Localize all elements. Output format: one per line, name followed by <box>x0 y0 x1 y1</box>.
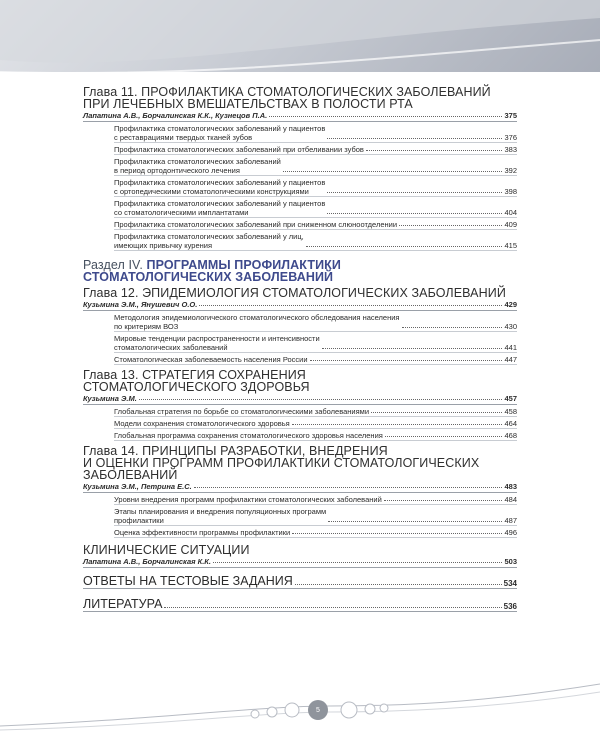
subsection-item[interactable] <box>114 230 517 251</box>
subsection-page: 484 <box>504 495 517 504</box>
chapter-authors: Лапатина А.В., Борчалинская К.К., Кузнецов П.А. <box>83 111 268 120</box>
subsection-title: Профилактика стоматологических заболеваний при сниженном слюноотделении <box>114 220 398 229</box>
subsection-list <box>114 405 517 441</box>
dot-leader <box>292 423 503 425</box>
chapter-authors-row <box>83 300 517 311</box>
subsection-item[interactable] <box>114 155 517 176</box>
part-iv <box>83 259 517 283</box>
subsection-list <box>114 311 517 365</box>
answers-page: 534 <box>503 579 517 588</box>
subsection-page: 409 <box>504 220 517 229</box>
clinical-authors: Лапатина А.В., Борчалинская К.К. <box>83 557 212 566</box>
chapter-11 <box>83 86 517 251</box>
subsection-page: 464 <box>504 419 517 428</box>
chapter-13 <box>83 369 517 441</box>
dot-leader <box>385 435 503 437</box>
table-of-contents <box>83 86 517 612</box>
subsection-page: 383 <box>504 145 517 154</box>
chapter-14 <box>83 445 517 538</box>
subsection-item[interactable] <box>114 122 517 143</box>
dot-leader <box>269 115 502 117</box>
subsection-title: Профилактика стоматологических заболеваний у пациентов с реставрациями твердых тканей зубов <box>114 124 326 142</box>
subsection-title: Стоматологическая заболеваемость населения России <box>114 355 308 364</box>
chapter-authors-row <box>83 482 517 493</box>
subsection-item[interactable] <box>114 526 517 538</box>
chapter-page: 375 <box>504 111 517 120</box>
subsection-list <box>114 122 517 251</box>
clinical-page: 503 <box>504 557 517 566</box>
subsection-title: Профилактика стоматологических заболеваний в период ортодонтического лечения <box>114 157 281 175</box>
dot-leader <box>199 304 502 306</box>
dot-leader <box>327 137 502 139</box>
subsection-page: 496 <box>504 528 517 537</box>
dot-leader <box>322 347 503 349</box>
chapter-title[interactable]: Глава 12. ЭПИДЕМИОЛОГИЯ СТОМАТОЛОГИЧЕСКИХ ЗАБОЛЕВАНИЙ <box>83 286 506 300</box>
literature-page: 536 <box>503 602 517 611</box>
header-curve-decoration <box>0 0 600 80</box>
chapter-authors: Кузьмина Э.М., Янушевич О.О. <box>83 300 198 309</box>
subsection-title: Глобальная стратегия по борьбе со стоматологическими заболеваниями <box>114 407 370 416</box>
subsection-title: Профилактика стоматологических заболеваний у пациентов с ортопедическими стоматологическими конструкциями <box>114 178 326 196</box>
footer-decoration <box>0 676 600 750</box>
dot-leader <box>164 606 501 608</box>
chapter-authors-row <box>83 111 517 122</box>
subsection-title: Этапы планирования и внедрения популяционных программ профилактики <box>114 507 327 525</box>
subsection-item[interactable] <box>114 143 517 155</box>
subsection-page: 468 <box>504 431 517 440</box>
subsection-page: 376 <box>504 133 517 142</box>
subsection-title: Оценка эффективности программы профилактики <box>114 528 291 537</box>
part-title[interactable] <box>83 259 517 283</box>
dot-leader <box>292 532 502 534</box>
dot-leader <box>328 520 502 522</box>
clinical-authors-row <box>83 557 517 568</box>
subsection-item[interactable] <box>114 353 517 365</box>
subsection-item[interactable] <box>114 493 517 505</box>
dot-leader <box>139 398 503 400</box>
subsection-page: 487 <box>504 516 517 525</box>
chapter-authors: Кузьмина Э.М. <box>83 394 137 403</box>
part-title-line2: СТОМАТОЛОГИЧЕСКИХ ЗАБОЛЕВАНИЙ <box>83 270 334 284</box>
chapter-authors: Кузьмина Э.М., Петрина Е.С. <box>83 482 192 491</box>
dot-leader <box>310 359 503 361</box>
dot-leader <box>194 486 503 488</box>
subsection-item[interactable] <box>114 405 517 417</box>
chapter-page: 457 <box>504 394 517 403</box>
literature-row[interactable] <box>83 594 517 612</box>
subsection-item[interactable] <box>114 218 517 230</box>
subsection-page: 404 <box>504 208 517 217</box>
subsection-page: 441 <box>504 343 517 352</box>
dot-leader <box>327 191 502 193</box>
subsection-item[interactable] <box>114 429 517 441</box>
answers-title: ОТВЕТЫ НА ТЕСТОВЫЕ ЗАДАНИЯ <box>83 574 293 588</box>
subsection-list <box>114 493 517 538</box>
dot-leader <box>213 561 502 563</box>
answers-row[interactable] <box>83 571 517 589</box>
subsection-title: Профилактика стоматологических заболеваний у лиц, имеющих привычку курения <box>114 232 304 250</box>
subsection-title: Мировые тенденции распространенности и интенсивности стоматологических заболеваний <box>114 334 320 352</box>
dot-leader <box>306 245 503 247</box>
subsection-item[interactable] <box>114 176 517 197</box>
subsection-page: 447 <box>504 355 517 364</box>
dot-leader <box>399 224 502 226</box>
subsection-item[interactable] <box>114 311 517 332</box>
dot-leader <box>384 499 503 501</box>
subsection-title: Профилактика стоматологических заболеваний при отбеливании зубов <box>114 145 364 154</box>
part-title-line1: ПРОГРАММЫ ПРОФИЛАКТИКИ <box>146 258 341 272</box>
dot-leader <box>283 170 503 172</box>
chapter-title[interactable]: Глава 14. ПРИНЦИПЫ РАЗРАБОТКИ, ВНЕДРЕНИЯ И ОЦЕНКИ ПРОГРАММ ПРОФИЛАКТИКИ СТОМАТОЛОГИЧЕСКИХ ЗАБОЛЕВАНИЙ <box>83 444 480 482</box>
subsection-title: Глобальная программа сохранения стоматологического здоровья населения <box>114 431 383 440</box>
clinical-situations <box>83 544 517 568</box>
subsection-item[interactable] <box>114 197 517 218</box>
chapter-12 <box>83 287 517 365</box>
clinical-title[interactable]: КЛИНИЧЕСКИЕ СИТУАЦИИ <box>83 543 250 557</box>
subsection-page: 392 <box>504 166 517 175</box>
subsection-item[interactable] <box>114 505 517 526</box>
subsection-title: Уровни внедрения программ профилактики стоматологических заболеваний <box>114 495 382 504</box>
subsection-item[interactable] <box>114 417 517 429</box>
dot-leader <box>371 411 502 413</box>
subsection-title: Методология эпидемиологического стоматологического обследования населения по критериям ВОЗ <box>114 313 400 331</box>
subsection-page: 430 <box>504 322 517 331</box>
chapter-title[interactable]: Глава 13. СТРАТЕГИЯ СОХРАНЕНИЯ СТОМАТОЛОГИЧЕСКОГО ЗДОРОВЬЯ <box>83 368 310 394</box>
dot-leader <box>366 149 503 151</box>
dot-leader <box>327 212 502 214</box>
dot-leader <box>402 326 503 328</box>
chapter-page: 429 <box>504 300 517 309</box>
chapter-authors-row <box>83 394 517 405</box>
dot-leader <box>295 583 502 585</box>
chapter-title[interactable]: Глава 11. ПРОФИЛАКТИКА СТОМАТОЛОГИЧЕСКИХ ЗАБОЛЕВАНИЙ ПРИ ЛЕЧЕБНЫХ ВМЕШАТЕЛЬСТВАХ В ПОЛОСТИ РТА <box>83 85 491 111</box>
page-number-badge: 5 <box>308 700 328 720</box>
subsection-page: 458 <box>504 407 517 416</box>
literature-title: ЛИТЕРАТУРА <box>83 597 163 611</box>
chapter-page: 483 <box>504 482 517 491</box>
subsection-page: 398 <box>504 187 517 196</box>
subsection-item[interactable] <box>114 332 517 353</box>
subsection-page: 415 <box>504 241 517 250</box>
part-prefix: Раздел IV. <box>83 258 147 272</box>
subsection-title: Модели сохранения стоматологического здоровья <box>114 419 290 428</box>
subsection-title: Профилактика стоматологических заболеваний у пациентов со стоматологическими имплантатами <box>114 199 326 217</box>
